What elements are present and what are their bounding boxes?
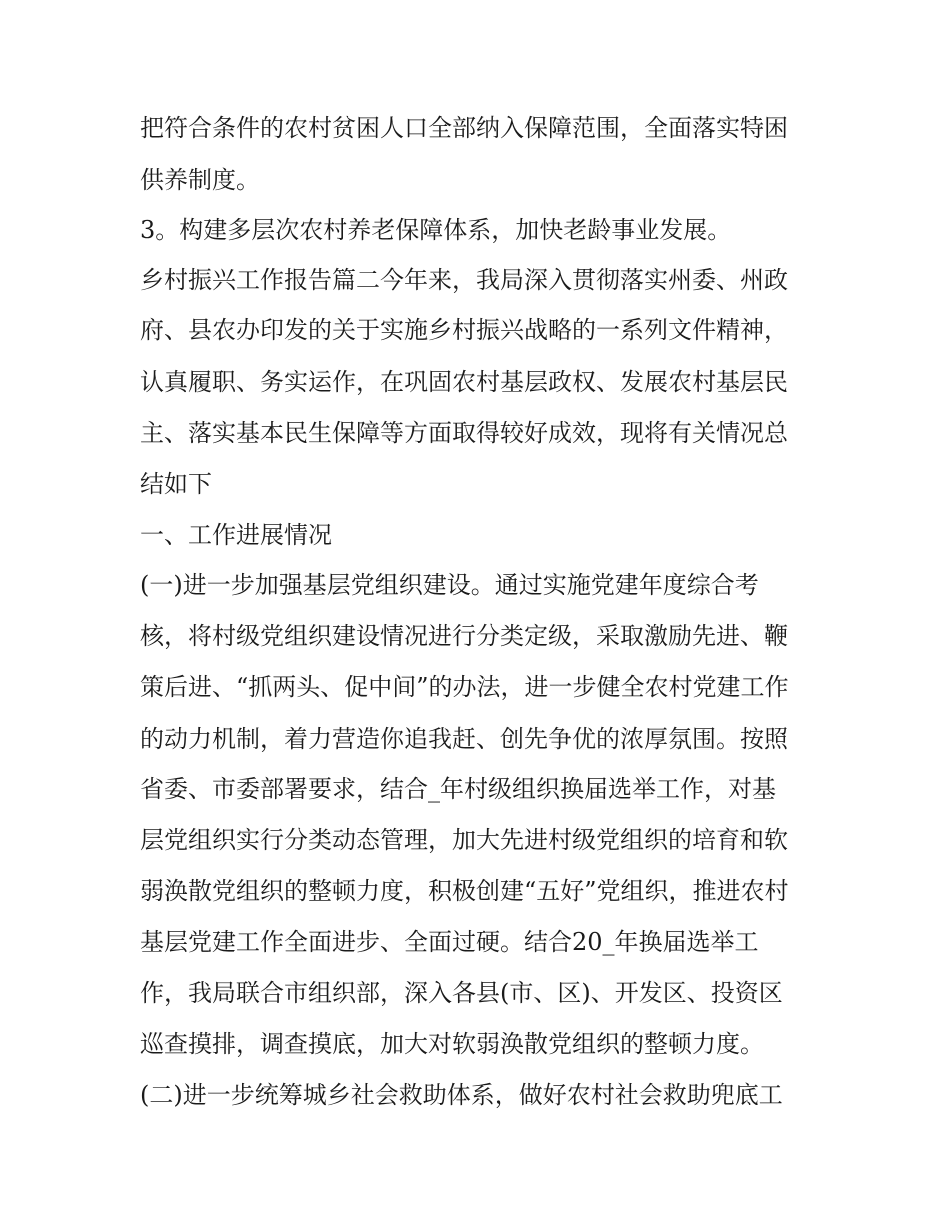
- text-line: 府、县农办印发的关于实施乡村振兴战略的一系列文件精神，: [140, 316, 788, 344]
- text-line: 弱涣散党组织的整顿力度，积极创建“五好”党组织，推进农村: [140, 877, 789, 905]
- text-line: 作，我局联合市组织部，深入各县(市、区)、开发区、投资区: [140, 979, 783, 1007]
- text-line: (二)进一步统筹城乡社会救助体系，做好农村社会救助兜底工: [140, 1081, 783, 1109]
- text-line: 基层党建工作全面进步、全面过硬。结合20_年换届选举工: [140, 928, 759, 956]
- section-heading: 一、工作进展情况: [140, 521, 332, 549]
- text-line: 核，将村级党组织建设情况进行分类定级，采取激励先进、鞭: [140, 622, 788, 650]
- text-line: 巡查摸排，调查摸底，加大对软弱涣散党组织的整顿力度。: [140, 1030, 764, 1058]
- text-line: 策后进、“抓两头、促中间”的办法，进一步健全农村党建工作: [140, 673, 789, 701]
- text-line: 层党组织实行分类动态管理，加大先进村级党组织的培育和软: [140, 826, 788, 854]
- text-line: (一)进一步加强基层党组织建设。通过实施党建年度综合考: [140, 571, 759, 599]
- text-line: 3。构建多层次农村养老保障体系，加快老龄事业发展。: [140, 216, 732, 244]
- text-line: 乡村振兴工作报告篇二今年来，我局深入贯彻落实州委、州政: [140, 266, 788, 294]
- text-line: 认真履职、务实运作，在巩固农村基层政权、发展农村基层民: [140, 368, 788, 396]
- text-line: 主、落实基本民生保障等方面取得较好成效，现将有关情况总: [140, 419, 788, 447]
- text-line: 把符合条件的农村贫困人口全部纳入保障范围，全面落实特困: [140, 114, 788, 142]
- text-line: 省委、市委部署要求，结合_年村级组织换届选举工作，对基: [140, 775, 776, 803]
- text-line: 的动力机制，着力营造你追我赶、创先争优的浓厚氛围。按照: [140, 725, 788, 753]
- text-line: 供养制度。: [140, 166, 260, 194]
- text-line: 结如下: [140, 470, 212, 498]
